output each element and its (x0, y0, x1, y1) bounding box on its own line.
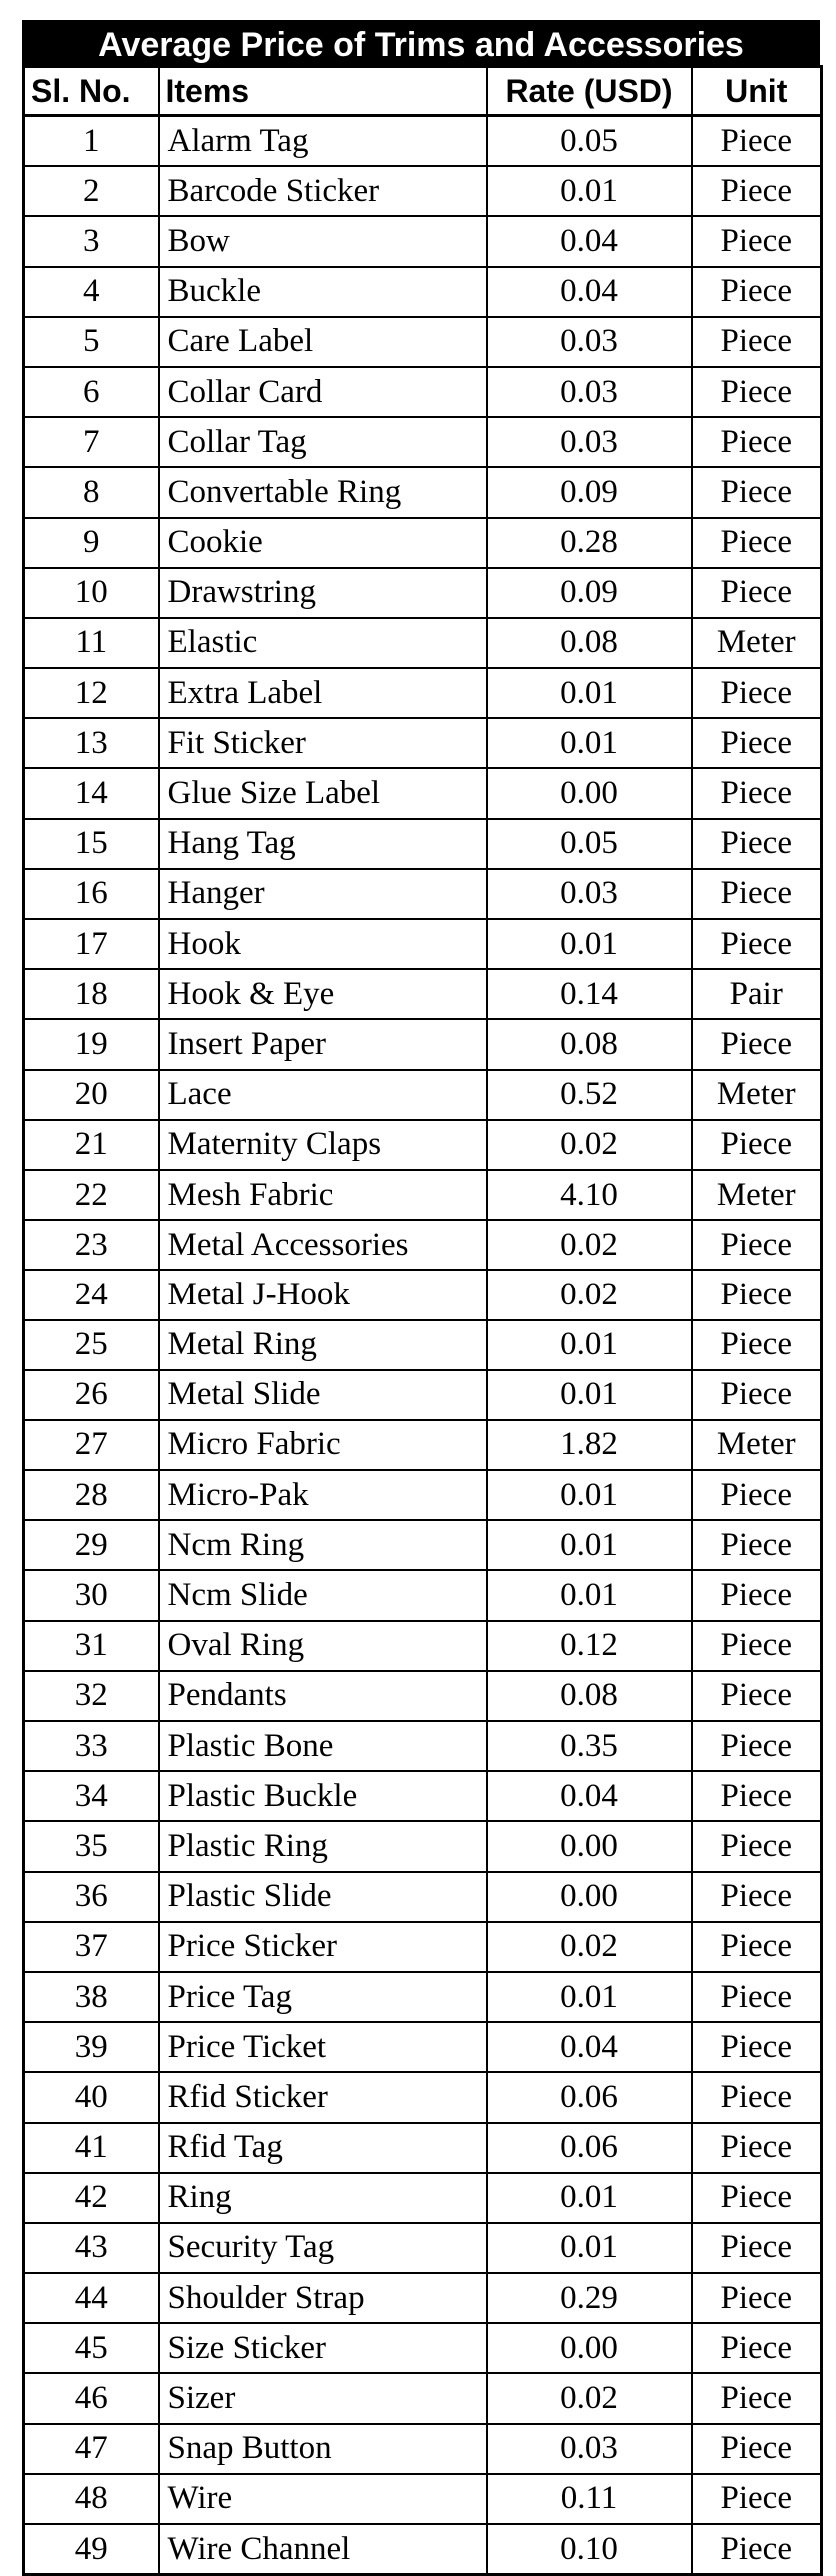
table-row (24, 919, 822, 969)
sl-cell: 23 (24, 1220, 159, 1270)
sl-cell: 3 (24, 216, 159, 266)
unit-cell: Piece (692, 869, 822, 919)
unit-cell: Piece (692, 1821, 822, 1871)
table-row (24, 317, 822, 367)
table-row (24, 2123, 822, 2173)
rate-cell: 0.05 (487, 116, 692, 167)
sl-cell: 36 (24, 1872, 159, 1922)
item-cell: Insert Paper (159, 1019, 487, 1069)
rate-cell: 1.82 (487, 1420, 692, 1470)
sl-cell: 11 (24, 618, 159, 668)
unit-cell: Piece (692, 2123, 822, 2173)
item-cell: Sizer (159, 2373, 487, 2423)
item-cell: Hang Tag (159, 819, 487, 869)
table-row (24, 2373, 822, 2423)
unit-cell: Piece (692, 1872, 822, 1922)
sl-cell: 26 (24, 1370, 159, 1420)
item-cell: Metal Slide (159, 1370, 487, 1420)
table-row (24, 568, 822, 618)
item-cell: Care Label (159, 317, 487, 367)
unit-cell: Piece (692, 417, 822, 467)
table-row (24, 166, 822, 216)
sl-cell: 34 (24, 1771, 159, 1821)
rate-cell: 0.03 (487, 367, 692, 417)
table-row (24, 1019, 822, 1069)
item-cell: Wire (159, 2474, 487, 2524)
unit-cell: Piece (692, 668, 822, 718)
table-header (24, 67, 822, 116)
rate-cell: 0.02 (487, 1220, 692, 1270)
item-cell: Price Tag (159, 1972, 487, 2022)
item-cell: Plastic Bone (159, 1721, 487, 1771)
header-rate: Rate (USD) (487, 67, 692, 116)
unit-cell: Piece (692, 2173, 822, 2223)
rate-cell: 0.02 (487, 1120, 692, 1170)
unit-cell: Piece (692, 568, 822, 618)
item-cell: Mesh Fabric (159, 1170, 487, 1220)
unit-cell: Piece (692, 367, 822, 417)
unit-cell: Piece (692, 1621, 822, 1671)
unit-cell: Piece (692, 1270, 822, 1319)
unit-cell: Meter (692, 618, 822, 668)
rate-cell: 0.04 (487, 267, 692, 317)
sl-cell: 10 (24, 568, 159, 618)
table-row (24, 1621, 822, 1671)
rate-cell: 0.01 (487, 1370, 692, 1420)
rate-cell: 0.01 (487, 718, 692, 768)
rate-cell: 0.04 (487, 216, 692, 266)
sl-cell: 32 (24, 1671, 159, 1721)
rate-cell: 0.11 (487, 2474, 692, 2524)
table-row (24, 2323, 822, 2373)
item-cell: Micro Fabric (159, 1420, 487, 1470)
rate-cell: 0.03 (487, 869, 692, 919)
unit-cell: Piece (692, 1972, 822, 2022)
rate-cell: 0.14 (487, 969, 692, 1019)
item-cell: Glue Size Label (159, 768, 487, 818)
item-cell: Plastic Ring (159, 1821, 487, 1871)
unit-cell: Piece (692, 2223, 822, 2273)
item-cell: Micro-Pak (159, 1470, 487, 1520)
table-row (24, 618, 822, 668)
rate-cell: 0.01 (487, 2223, 692, 2273)
sl-cell: 30 (24, 1570, 159, 1620)
unit-cell: Piece (692, 116, 822, 167)
unit-cell: Piece (692, 2273, 822, 2323)
header-items: Items (159, 67, 487, 116)
rate-cell: 0.08 (487, 1671, 692, 1721)
unit-cell: Piece (692, 1771, 822, 1821)
table-row (24, 367, 822, 417)
item-cell: Price Ticket (159, 2022, 487, 2072)
unit-cell: Piece (692, 2072, 822, 2122)
table-row (24, 1270, 822, 1319)
item-cell: Metal Accessories (159, 1220, 487, 1270)
table-row (24, 1420, 822, 1470)
rate-cell: 0.08 (487, 1019, 692, 1069)
unit-cell: Piece (692, 819, 822, 869)
item-cell: Pendants (159, 1671, 487, 1721)
sl-cell: 14 (24, 768, 159, 818)
rate-cell: 0.03 (487, 417, 692, 467)
rate-cell: 0.04 (487, 2022, 692, 2072)
sl-cell: 7 (24, 417, 159, 467)
unit-cell: Piece (692, 2424, 822, 2474)
unit-cell: Piece (692, 1320, 822, 1370)
sl-cell: 33 (24, 1721, 159, 1771)
rate-cell: 0.01 (487, 166, 692, 216)
table-row (24, 116, 822, 167)
table-row (24, 1570, 822, 1620)
table-body (24, 116, 822, 2575)
item-cell: Maternity Claps (159, 1120, 487, 1170)
item-cell: Elastic (159, 618, 487, 668)
sl-cell: 19 (24, 1019, 159, 1069)
table-row (24, 2524, 822, 2575)
item-cell: Convertable Ring (159, 467, 487, 517)
sl-cell: 9 (24, 518, 159, 568)
rate-cell: 0.08 (487, 618, 692, 668)
item-cell: Plastic Slide (159, 1872, 487, 1922)
item-cell: Plastic Buckle (159, 1771, 487, 1821)
item-cell: Buckle (159, 267, 487, 317)
rate-cell: 0.02 (487, 2373, 692, 2423)
header-sl-no: Sl. No. (24, 67, 159, 116)
unit-cell: Piece (692, 1019, 822, 1069)
rate-cell: 0.35 (487, 1721, 692, 1771)
item-cell: Metal Ring (159, 1320, 487, 1370)
unit-cell: Piece (692, 919, 822, 969)
rate-cell: 0.01 (487, 1520, 692, 1570)
item-cell: Ring (159, 2173, 487, 2223)
sl-cell: 1 (24, 116, 159, 167)
table-row (24, 2424, 822, 2474)
unit-cell: Meter (692, 1170, 822, 1220)
table-row (24, 267, 822, 317)
sl-cell: 48 (24, 2474, 159, 2524)
sl-cell: 13 (24, 718, 159, 768)
table-row (24, 2273, 822, 2323)
table-row (24, 1721, 822, 1771)
rate-cell: 0.01 (487, 1470, 692, 1520)
item-cell: Price Sticker (159, 1922, 487, 1972)
item-cell: Snap Button (159, 2424, 487, 2474)
rate-cell: 0.09 (487, 568, 692, 618)
table-row (24, 1370, 822, 1420)
rate-cell: 0.52 (487, 1070, 692, 1120)
sl-cell: 21 (24, 1120, 159, 1170)
item-cell: Security Tag (159, 2223, 487, 2273)
rate-cell: 4.10 (487, 1170, 692, 1220)
item-cell: Metal J-Hook (159, 1270, 487, 1319)
sl-cell: 35 (24, 1821, 159, 1871)
table-row (24, 819, 822, 869)
item-cell: Lace (159, 1070, 487, 1120)
sl-cell: 47 (24, 2424, 159, 2474)
unit-cell: Piece (692, 1721, 822, 1771)
sl-cell: 39 (24, 2022, 159, 2072)
rate-cell: 0.09 (487, 467, 692, 517)
item-cell: Rfid Tag (159, 2123, 487, 2173)
unit-cell: Piece (692, 467, 822, 517)
table-row (24, 1872, 822, 1922)
item-cell: Bow (159, 216, 487, 266)
item-cell: Ncm Slide (159, 1570, 487, 1620)
unit-cell: Piece (692, 317, 822, 367)
table-row (24, 1771, 822, 1821)
rate-cell: 0.12 (487, 1621, 692, 1671)
rate-cell: 0.06 (487, 2123, 692, 2173)
sl-cell: 12 (24, 668, 159, 718)
rate-cell: 0.01 (487, 2173, 692, 2223)
item-cell: Ncm Ring (159, 1520, 487, 1570)
sl-cell: 38 (24, 1972, 159, 2022)
item-cell: Oval Ring (159, 1621, 487, 1671)
item-cell: Collar Card (159, 367, 487, 417)
rate-cell: 0.01 (487, 919, 692, 969)
table-row (24, 216, 822, 266)
table-row (24, 1070, 822, 1120)
item-cell: Hanger (159, 869, 487, 919)
table-row (24, 969, 822, 1019)
sl-cell: 31 (24, 1621, 159, 1671)
sl-cell: 5 (24, 317, 159, 367)
table-row (24, 1470, 822, 1520)
table-row (24, 768, 822, 818)
sl-cell: 2 (24, 166, 159, 216)
item-cell: Wire Channel (159, 2524, 487, 2575)
table-row (24, 2022, 822, 2072)
unit-cell: Piece (692, 216, 822, 266)
table-row (24, 668, 822, 718)
item-cell: Collar Tag (159, 417, 487, 467)
rate-cell: 0.01 (487, 668, 692, 718)
table-row (24, 1821, 822, 1871)
table-row (24, 1220, 822, 1270)
table-row (24, 2072, 822, 2122)
table-row (24, 2223, 822, 2273)
unit-cell: Piece (692, 518, 822, 568)
unit-cell: Pair (692, 969, 822, 1019)
table-row (24, 417, 822, 467)
rate-cell: 0.01 (487, 1570, 692, 1620)
unit-cell: Piece (692, 2474, 822, 2524)
item-cell: Drawstring (159, 568, 487, 618)
unit-cell: Piece (692, 1570, 822, 1620)
table-row (24, 718, 822, 768)
rate-cell: 0.03 (487, 2424, 692, 2474)
sl-cell: 41 (24, 2123, 159, 2173)
rate-cell: 0.02 (487, 1922, 692, 1972)
sl-cell: 37 (24, 1922, 159, 1972)
rate-cell: 0.01 (487, 1972, 692, 2022)
sl-cell: 42 (24, 2173, 159, 2223)
table-title: Average Price of Trims and Accessories (22, 20, 820, 65)
table-row (24, 869, 822, 919)
price-table (22, 65, 823, 2576)
unit-cell: Piece (692, 1520, 822, 1570)
sl-cell: 25 (24, 1320, 159, 1370)
sl-cell: 43 (24, 2223, 159, 2273)
rate-cell: 0.00 (487, 1821, 692, 1871)
item-cell: Shoulder Strap (159, 2273, 487, 2323)
item-cell: Cookie (159, 518, 487, 568)
rate-cell: 0.00 (487, 1872, 692, 1922)
rate-cell: 0.01 (487, 1320, 692, 1370)
unit-cell: Piece (692, 2022, 822, 2072)
unit-cell: Piece (692, 1120, 822, 1170)
unit-cell: Piece (692, 1671, 822, 1721)
rate-cell: 0.03 (487, 317, 692, 367)
unit-cell: Piece (692, 267, 822, 317)
item-cell: Rfid Sticker (159, 2072, 487, 2122)
table-row (24, 1170, 822, 1220)
rate-cell: 0.00 (487, 768, 692, 818)
unit-cell: Piece (692, 1220, 822, 1270)
sl-cell: 29 (24, 1520, 159, 1570)
table-row (24, 518, 822, 568)
unit-cell: Piece (692, 1470, 822, 1520)
sl-cell: 27 (24, 1420, 159, 1470)
table-row (24, 2474, 822, 2524)
sl-cell: 18 (24, 969, 159, 1019)
unit-cell: Piece (692, 2524, 822, 2575)
sl-cell: 24 (24, 1270, 159, 1319)
rate-cell: 0.00 (487, 2323, 692, 2373)
rate-cell: 0.29 (487, 2273, 692, 2323)
item-cell: Extra Label (159, 668, 487, 718)
rate-cell: 0.05 (487, 819, 692, 869)
sl-cell: 44 (24, 2273, 159, 2323)
sl-cell: 28 (24, 1470, 159, 1520)
header-unit: Unit (692, 67, 822, 116)
sl-cell: 49 (24, 2524, 159, 2575)
rate-cell: 0.04 (487, 1771, 692, 1821)
unit-cell: Piece (692, 166, 822, 216)
table-row (24, 1671, 822, 1721)
unit-cell: Piece (692, 768, 822, 818)
table-row (24, 1972, 822, 2022)
table-row (24, 1922, 822, 1972)
sl-cell: 16 (24, 869, 159, 919)
unit-cell: Piece (692, 2323, 822, 2373)
rate-cell: 0.02 (487, 1270, 692, 1319)
item-cell: Barcode Sticker (159, 166, 487, 216)
item-cell: Hook (159, 919, 487, 969)
sl-cell: 6 (24, 367, 159, 417)
unit-cell: Meter (692, 1070, 822, 1120)
rate-cell: 0.06 (487, 2072, 692, 2122)
sl-cell: 45 (24, 2323, 159, 2373)
rate-cell: 0.28 (487, 518, 692, 568)
sl-cell: 8 (24, 467, 159, 517)
sl-cell: 17 (24, 919, 159, 969)
sl-cell: 22 (24, 1170, 159, 1220)
item-cell: Size Sticker (159, 2323, 487, 2373)
item-cell: Alarm Tag (159, 116, 487, 167)
sl-cell: 40 (24, 2072, 159, 2122)
table-row (24, 2173, 822, 2223)
unit-cell: Meter (692, 1420, 822, 1470)
sl-cell: 20 (24, 1070, 159, 1120)
price-sheet (22, 20, 820, 2576)
item-cell: Hook & Eye (159, 969, 487, 1019)
table-row (24, 467, 822, 517)
table-row (24, 1120, 822, 1170)
table-row (24, 1520, 822, 1570)
table-row (24, 1320, 822, 1370)
sl-cell: 46 (24, 2373, 159, 2423)
rate-cell: 0.10 (487, 2524, 692, 2575)
unit-cell: Piece (692, 718, 822, 768)
unit-cell: Piece (692, 2373, 822, 2423)
header-row (24, 67, 822, 116)
unit-cell: Piece (692, 1370, 822, 1420)
unit-cell: Piece (692, 1922, 822, 1972)
item-cell: Fit Sticker (159, 718, 487, 768)
sl-cell: 15 (24, 819, 159, 869)
sl-cell: 4 (24, 267, 159, 317)
